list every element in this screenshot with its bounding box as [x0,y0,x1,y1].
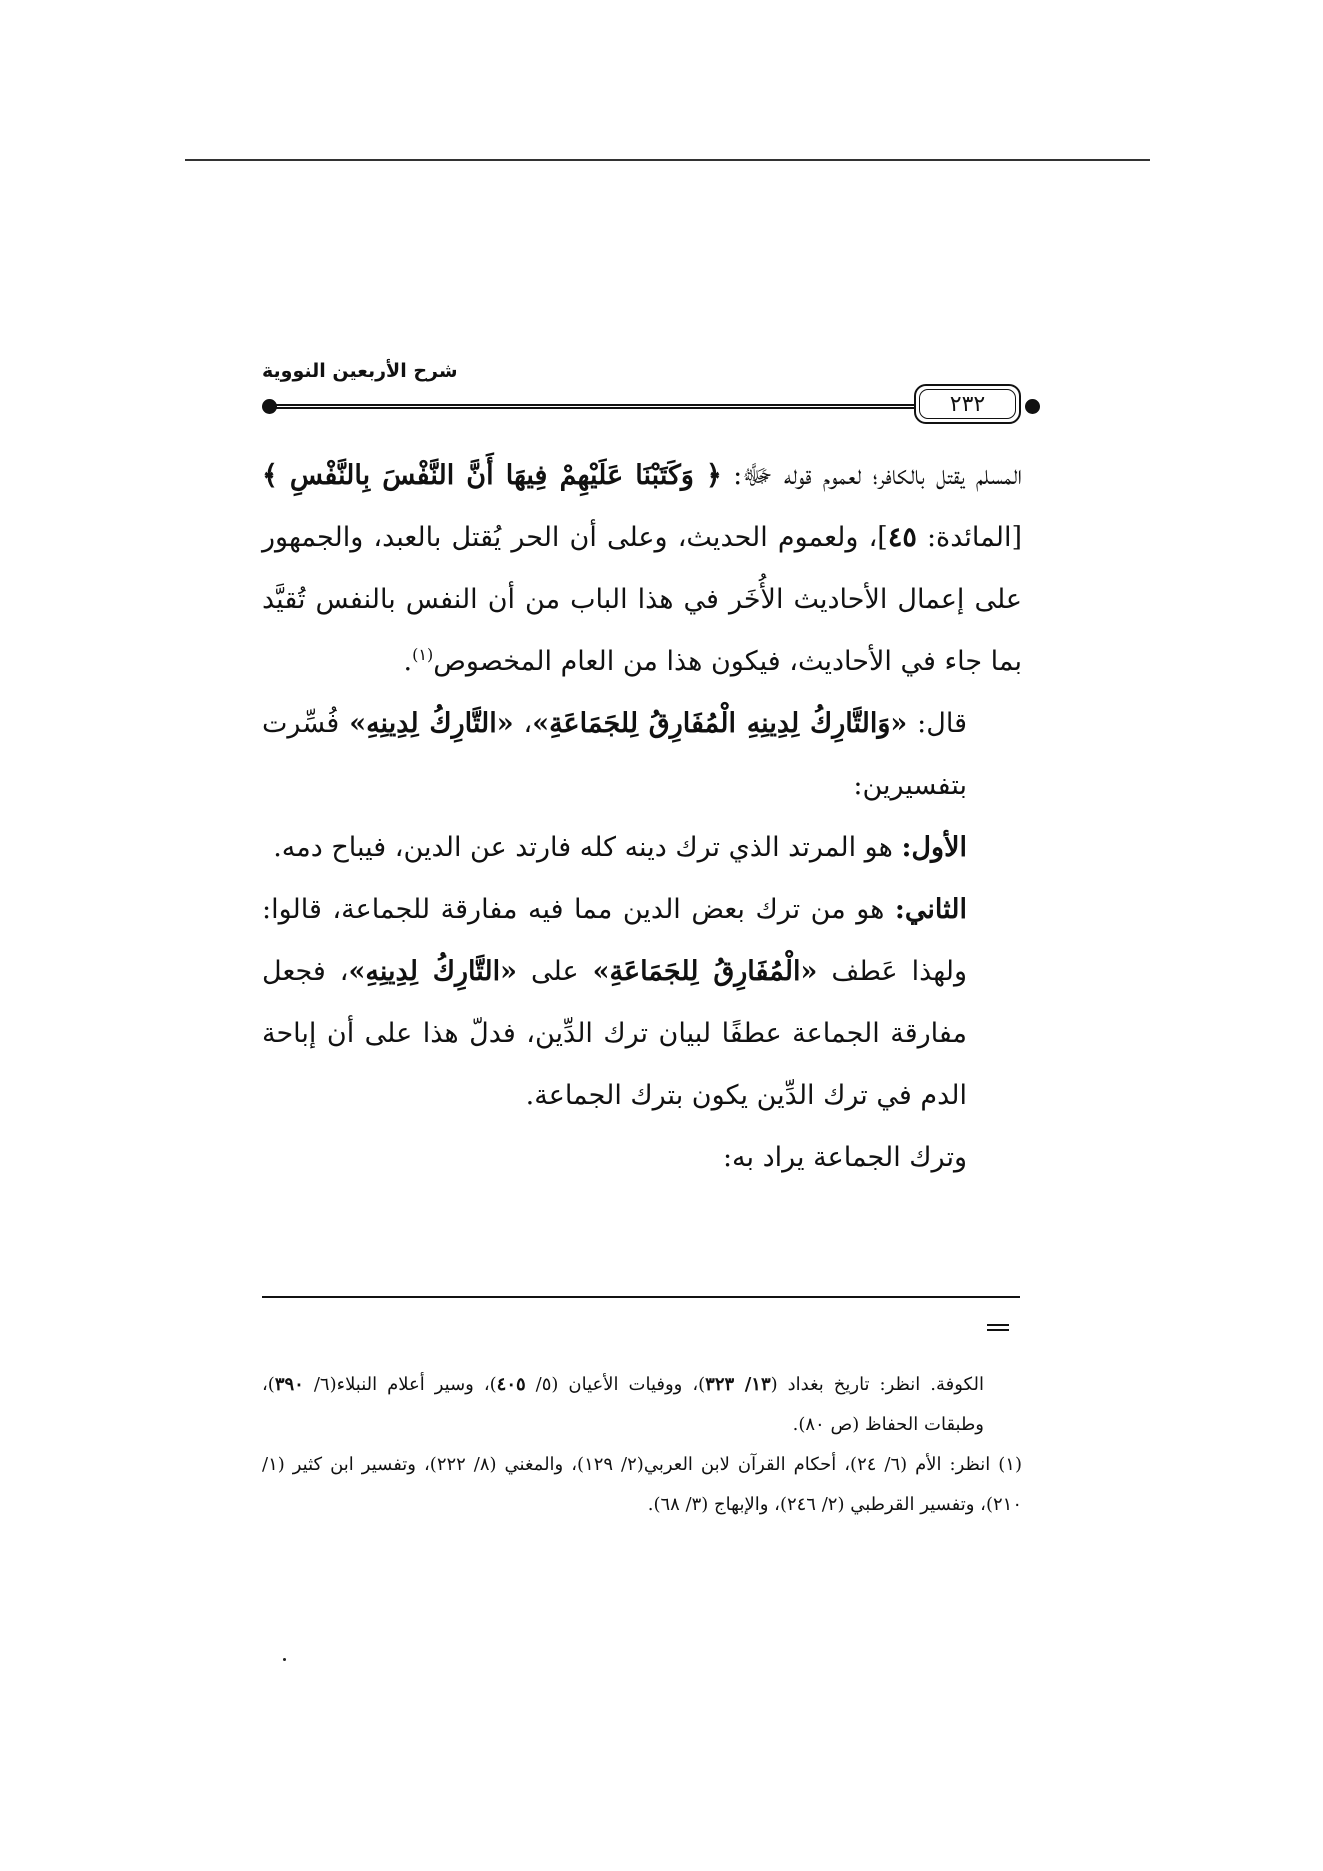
scan-speck [283,1658,286,1661]
p4-text-3: ، فجعل مفارقة الجماعة عطفًا لبيان ترك الدِّين، فدلّ هذا على أن إباحة الدم في ترك الدِّين يكون بترك الجماعة. [262,956,967,1111]
fn-cont-ref-c: ٣٩٠ [274,1374,304,1395]
footnote-separator [262,1296,1020,1298]
page-number: ٢٣٢ [949,391,986,417]
main-text [262,445,1022,1189]
fn-cont-text-b: )، ووفيات الأعيان (٥/ [525,1374,706,1395]
fn-cont-text-a: الكوفة. انظر: تاريخ بغداد ( [770,1374,984,1395]
paragraph-1 [262,445,1022,693]
p2-text-1: قال: [907,708,967,739]
p1-text-1: المسلم يقتل بالكافر؛ لعموم قوله ﷻ: [721,460,1022,491]
paragraph-2 [262,693,1022,817]
p4-text-2: على [517,956,593,987]
second-interpretation-label: الثاني: [894,894,967,925]
p1-text-2: [المائدة: [916,522,1022,553]
hadith-quote-1: «وَالتَّارِكُ لِدِينِهِ الْمُفَارِقُ لِلجَمَاعَةِ» [532,708,908,739]
first-interpretation-text: هو المرتد الذي ترك دينه كله فارتد عن الدين، فيباح دمه. [273,832,902,863]
header-right-dot-ornament [1025,399,1040,414]
header-double-rule [272,404,917,409]
p1-end: . [403,646,413,677]
p2-text-3: فُسِّرت بتفسيرين: [262,708,967,801]
footnote-1: (١) انظر: الأم (٦/ ٢٤)، أحكام القرآن لابن العربي(٢/ ١٢٩)، والمغني (٨/ ٢٢٢)، وتفسير ابن كثير (١/ ٢١٠)، وتفسير القرطبي (٢/ ٢٤٦)، والإبهاج (٣/ ٦٨). [262,1454,1022,1515]
paragraph-4 [262,879,1022,1127]
fn-cont-text-c: )، وسير أعلام النبلاء(٦/ [303,1374,497,1395]
verse-number: ٤٥ [887,522,917,553]
top-scan-rule [185,159,1150,161]
hadith-quote-4: «التَّارِكُ لِدِينِهِ» [348,956,518,987]
paragraph-5: وترك الجماعة يراد به: [722,1142,967,1173]
continuation-mark [987,1324,1009,1331]
p2-text-2: ، [513,708,533,739]
hadith-quote-2: «التَّارِكُ لِدِينِهِ» [349,708,514,739]
footnote-continuation [262,1365,1022,1445]
footnote-ref-1: (١) [412,645,434,664]
page-header [262,360,1040,420]
hadith-quote-3: «الْمُفَارِقُ لِلجَمَاعَةِ» [592,956,818,987]
first-interpretation-label: الأول: [901,832,967,863]
footnotes [262,1365,1022,1525]
fn-cont-text-d: )، وطبقات الحفاظ (ص ٨٠). [262,1374,984,1435]
p1-text-3: ]، ولعموم الحديث، وعلى أن الحر يُقتل بالعبد، والجمهور على إعمال الأحاديث الأُخَر في هذا الباب من أن النفس بالنفس تُقيَّد بما جاء في الأحاديث، فيكون هذا من العام المخصوص [262,522,1022,677]
paragraph-3 [262,817,1022,879]
quran-verse: ﴿ وَكَتَبْنَا عَلَيْهِمْ فِيهَا أَنَّ النَّفْسَ بِالنَّفْسِ ﴾ [262,460,722,491]
fn-cont-ref-a: ١٣/ ٣٢٣ [705,1374,771,1395]
p4-text-1: هو من ترك بعض الدين مما فيه مفارقة للجماعة، قالوا: ولهذا عَطف [262,894,968,987]
running-title: شرح الأربعين النووية [262,360,458,382]
page-number-frame [914,384,1021,424]
fn-cont-ref-b: ٤٠٥ [496,1374,526,1395]
